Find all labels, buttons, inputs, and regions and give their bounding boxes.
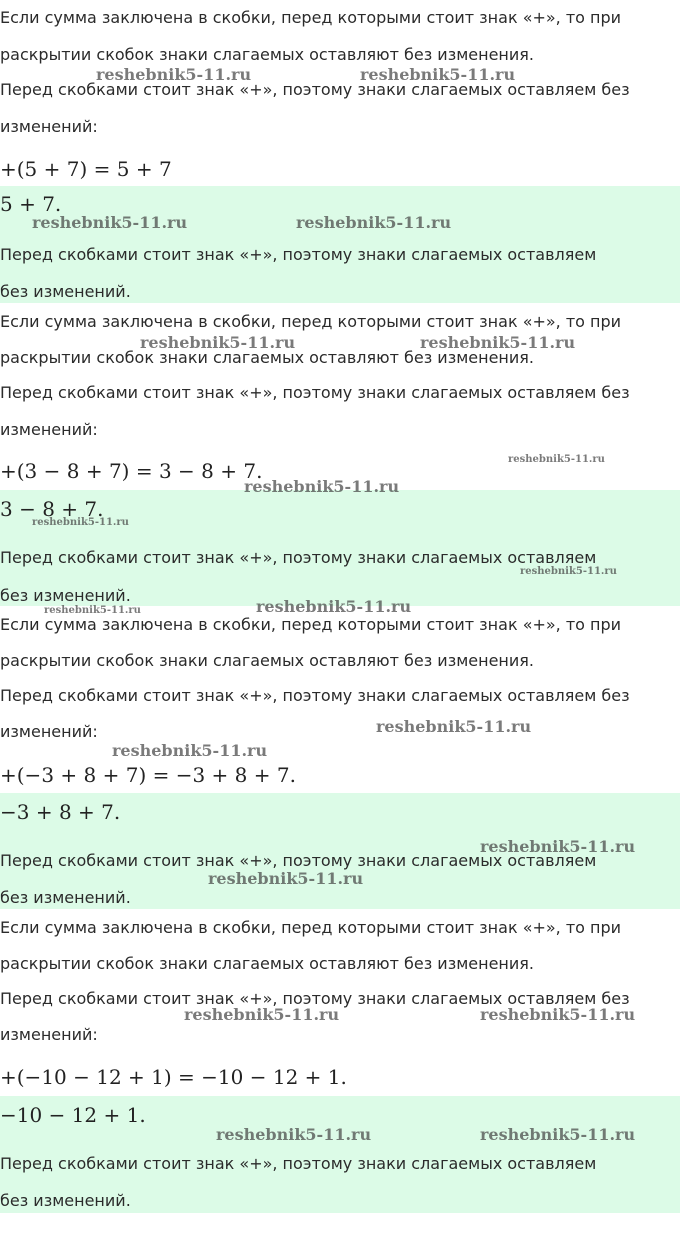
answer-text-line-1: Перед скобками стоит знак «+», поэтому знаки слагаемых оставляем — [0, 1154, 597, 1173]
watermark: reshebnik5-11.ru — [256, 597, 412, 616]
explain-text-line-1: Перед скобками стоит знак «+», поэтому знаки слагаемых оставляем без — [0, 686, 630, 705]
answer-text-line-2: без изменений. — [0, 888, 131, 907]
watermark: reshebnik5-11.ru — [508, 454, 605, 465]
answer-expression: −3 + 8 + 7. — [0, 800, 121, 824]
answer-block — [0, 186, 680, 303]
rule-text-line-1: Если сумма заключена в скобки, перед которыми стоит знак «+», то при — [0, 615, 622, 634]
explain-text-line-2: изменений: — [0, 117, 98, 136]
watermark: reshebnik5-11.ru — [244, 477, 400, 496]
answer-expression: −10 − 12 + 1. — [0, 1103, 146, 1127]
watermark: reshebnik5-11.ru — [140, 333, 296, 352]
answer-expression: 5 + 7. — [0, 192, 62, 216]
answer-block — [0, 1096, 680, 1213]
watermark: reshebnik5-11.ru — [44, 605, 141, 616]
answer-text-line-1: Перед скобками стоит знак «+», поэтому знаки слагаемых оставляем — [0, 851, 597, 870]
watermark: reshebnik5-11.ru — [360, 65, 516, 84]
equation: +(−10 − 12 + 1) = −10 − 12 + 1. — [0, 1065, 347, 1089]
answer-text-line-2: без изменений. — [0, 1191, 131, 1210]
watermark: reshebnik5-11.ru — [216, 1125, 372, 1144]
explain-text-line-1: Перед скобками стоит знак «+», поэтому знаки слагаемых оставляем без — [0, 383, 630, 402]
watermark: reshebnik5-11.ru — [420, 333, 576, 352]
watermark: reshebnik5-11.ru — [32, 517, 129, 528]
watermark: reshebnik5-11.ru — [480, 837, 636, 856]
equation: +(−3 + 8 + 7) = −3 + 8 + 7. — [0, 763, 296, 787]
equation: +(5 + 7) = 5 + 7 — [0, 157, 172, 181]
answer-text-line-1: Перед скобками стоит знак «+», поэтому знаки слагаемых оставляем — [0, 245, 597, 264]
rule-text-line-1: Если сумма заключена в скобки, перед которыми стоит знак «+», то при — [0, 8, 622, 27]
explain-text-line-1: Перед скобками стоит знак «+», поэтому знаки слагаемых оставляем без — [0, 80, 630, 99]
answer-text-line-2: без изменений. — [0, 282, 131, 301]
answer-block — [0, 490, 680, 606]
explain-text-line-2: изменений: — [0, 420, 98, 439]
watermark: reshebnik5-11.ru — [376, 717, 532, 736]
rule-text-line-1: Если сумма заключена в скобки, перед которыми стоит знак «+», то при — [0, 312, 622, 331]
rule-text-line-2: раскрытии скобок знаки слагаемых оставляют без изменения. — [0, 651, 534, 670]
rule-text-line-2: раскрытии скобок знаки слагаемых оставляют без изменения. — [0, 348, 534, 367]
explain-text-line-2: изменений: — [0, 1025, 98, 1044]
watermark: reshebnik5-11.ru — [296, 213, 452, 232]
watermark: reshebnik5-11.ru — [32, 213, 188, 232]
watermark: reshebnik5-11.ru — [480, 1125, 636, 1144]
rule-text-line-2: раскрытии скобок знаки слагаемых оставляют без изменения. — [0, 954, 534, 973]
equation: +(3 − 8 + 7) = 3 − 8 + 7. — [0, 459, 263, 483]
rule-text-line-1: Если сумма заключена в скобки, перед которыми стоит знак «+», то при — [0, 918, 622, 937]
answer-expression: 3 − 8 + 7. — [0, 497, 104, 521]
rule-text-line-2: раскрытии скобок знаки слагаемых оставляют без изменения. — [0, 45, 534, 64]
explain-text-line-1: Перед скобками стоит знак «+», поэтому знаки слагаемых оставляем без — [0, 989, 630, 1008]
watermark: reshebnik5-11.ru — [112, 741, 268, 760]
watermark: reshebnik5-11.ru — [96, 65, 252, 84]
watermark: reshebnik5-11.ru — [184, 1005, 340, 1024]
explain-text-line-2: изменений: — [0, 722, 98, 741]
answer-text-line-2: без изменений. — [0, 586, 131, 605]
watermark: reshebnik5-11.ru — [520, 566, 617, 577]
watermark: reshebnik5-11.ru — [208, 869, 364, 888]
watermark: reshebnik5-11.ru — [480, 1005, 636, 1024]
answer-text-line-1: Перед скобками стоит знак «+», поэтому знаки слагаемых оставляем — [0, 548, 597, 567]
